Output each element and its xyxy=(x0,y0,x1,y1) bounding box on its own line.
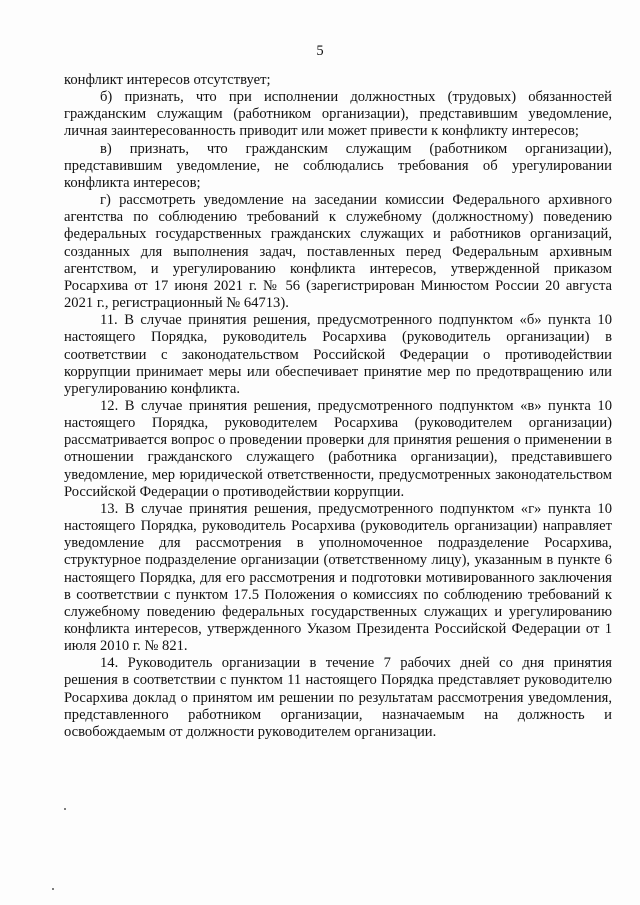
paragraph-item-g: г) рассмотреть уведомление на заседании комиссии Федерального архивного агентства по соблюдению требований к служебному (должностному) поведению федеральных государственных гражданских служащих и работников организаций, созданных для выполнения задач, поставленных перед Федеральным архивным агентством, и урегулированию конфликта интересов, утвержденной приказом Росархива от 17 июня 2021 г. № 56 (зарегистрирован Минюстом России 20 августа 2021 г., регистрационный № 64713). xyxy=(64,192,612,312)
paragraph-12: 12. В случае принятия решения, предусмотренного подпунктом «в» пункта 10 настоящего Порядка, руководителем Росархива (руководителем организации) рассматривается вопрос о проведении проверки для принятия решения о применении в отношении гражданского служащего (работника организации), представившего уведомление, мер юридической ответственности, предусмотренных законодательством Российской Федерации о противодействии коррупции. xyxy=(64,397,612,500)
page-number: 5 xyxy=(316,43,324,59)
paragraph-11: 11. В случае принятия решения, предусмотренного подпунктом «б» пункта 10 настоящего Порядка, руководитель Росархива (руководитель организации) в соответствии с законодательством Российской Федерации о противодействии коррупции принимает меры или обеспечивает принятие мер по предотвращению или урегулированию конфликта. xyxy=(64,312,612,397)
paragraph-item-v: в) признать, что гражданским служащим (работником организации), представившим уведомление, не соблюдались требования об урегулировании конфликта интересов; xyxy=(64,140,612,191)
scan-speck xyxy=(52,888,54,890)
paragraph-14: 14. Руководитель организации в течение 7 рабочих дней со дня принятия решения в соответствии с пунктом 11 настоящего Порядка представляет руководителю Росархива доклад о принятом им решении по результатам рассмотрения уведомления, представленного работником организации, назначаемым на должность и освобождаемым от должности руководителем организации. xyxy=(64,655,612,740)
paragraph-continuation: конфликт интересов отсутствует; xyxy=(64,72,271,88)
scan-speck xyxy=(64,808,66,810)
paragraph-13: 13. В случае принятия решения, предусмотренного подпунктом «г» пункта 10 настоящего Порядка, руководитель Росархива (руководитель организации) направляет уведомление для рассмотрения в уполномоченное подразделение Росархива, структурное подразделение организации (ответственному лицу), указанным в пункте 6 настоящего Порядка, для его рассмотрения и подготовки мотивированного заключения в соответствии с пунктом 17.5 Положения о комиссиях по соблюдению требований к служебному поведению федеральных государственных служащих и урегулированию конфликта интересов, утвержденного Указом Президента Российской Федерации от 1 июля 2010 г. № 821. xyxy=(64,500,612,655)
document-body xyxy=(64,72,612,741)
paragraph-item-b: б) признать, что при исполнении должностных (трудовых) обязанностей гражданским служащим (работником организации), представившим уведомление, личная заинтересованность приводит или может привести к конфликту интересов; xyxy=(64,89,612,140)
